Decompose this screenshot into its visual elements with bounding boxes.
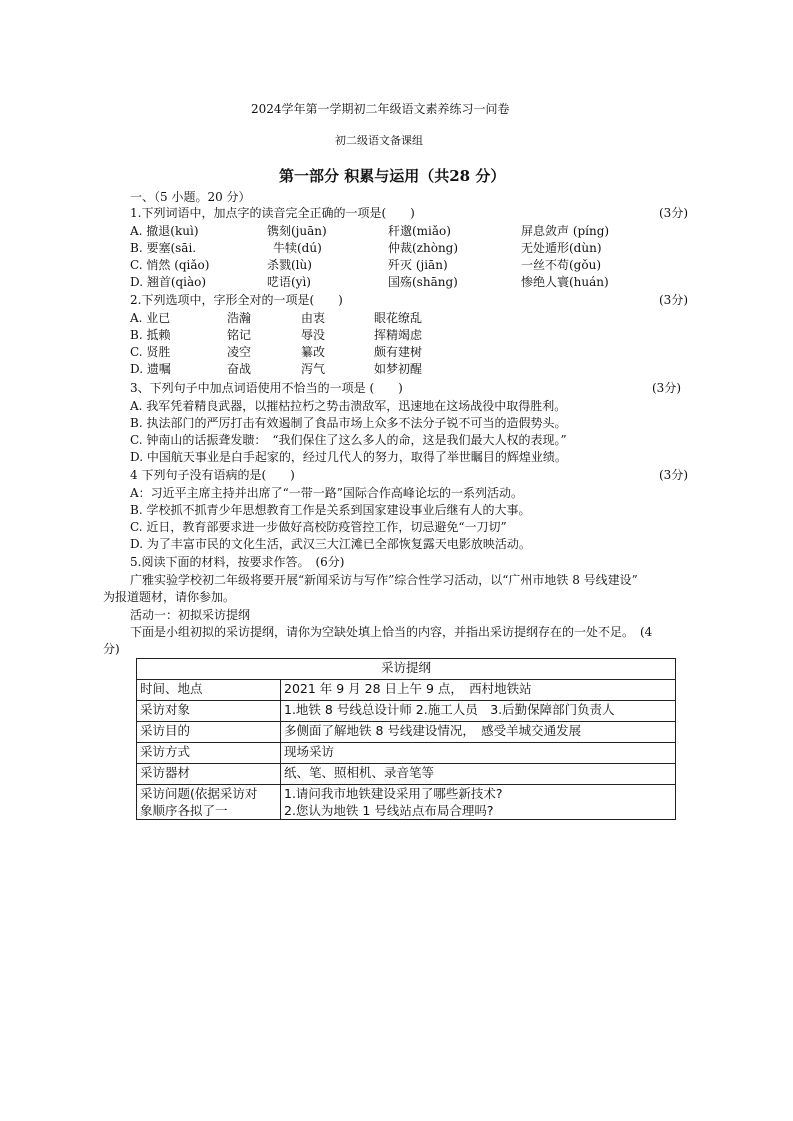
q4-option: C. 近日，教育部要求进一步做好高校防疫管控工作，切忌避免“一刀切” — [130, 520, 507, 534]
q2-option-cell: 泻气 — [301, 362, 326, 376]
row-label — [137, 785, 281, 820]
table-row — [137, 743, 676, 764]
question-line: 1.请问我市地铁建设采用了哪些新技术? — [284, 786, 503, 801]
q1-option-cell: 国殇(shāng) — [388, 275, 458, 289]
row-value: 1.地铁 8 号线总设计师 2.施工人员 3.后勤保障部门负责人 — [281, 701, 676, 722]
row-label: 采访器材 — [137, 764, 281, 785]
q4-option: D. 为了丰富市民的文化生活，武汉三大江滩已全部恢复露天电影放映活动。 — [130, 537, 531, 551]
q2-option-cell: 奋战 — [227, 362, 252, 376]
q1-option-cell: 无处遁形(dùn) — [521, 241, 602, 255]
q5-intro-line: 为报道题材，请你参加。 — [103, 590, 236, 604]
q2-option-cell: 眼花缭乱 — [374, 311, 423, 325]
row-value: 2021 年 9 月 28 日上午 9 点， 西村地铁站 — [281, 680, 676, 701]
q1-option-cell: 一丝不苟(gǒu) — [521, 258, 601, 272]
q3-option: D. 中国航天事业是白手起家的，经过几代人的努力，取得了举世瞩目的辉煌业绩。 — [130, 450, 567, 464]
q5-instruction-line: 下面是小组初拟的采访提纲，请你为空缺处填上恰当的内容，并指出采访提纲存在的一处不足。 (4 — [130, 625, 653, 639]
q1-score: (3分) — [659, 206, 688, 220]
q2-option-cell: B. 抵赖 — [130, 328, 171, 342]
q2-option-cell: 颇有建树 — [374, 345, 423, 359]
table-row-questions — [137, 785, 676, 820]
q1-option-cell: 仲裁(zhòng) — [388, 241, 459, 255]
table-row — [137, 722, 676, 743]
row-value: 纸、笔、照相机、录音笔等 — [281, 764, 676, 785]
q1-option-cell: C. 悄然 (qiǎo) — [130, 258, 210, 272]
q4-score: (3分) — [659, 468, 688, 482]
row-label: 采访方式 — [137, 743, 281, 764]
row-label-line: 采访问题(依据采访对 — [140, 786, 258, 801]
exam-subtitle: 初二级语文备课组 — [335, 134, 423, 147]
q1-option-cell: 牛犊(dú) — [273, 241, 322, 255]
q2-option-cell: C. 贤胜 — [130, 345, 171, 359]
row-value — [281, 785, 676, 820]
part-heading: 第一部分 积累与运用（共28 分） — [279, 167, 506, 185]
q1-option-cell: 呓语(yì) — [267, 275, 311, 289]
row-value: 现场采访 — [281, 743, 676, 764]
q2-option-cell: 凌空 — [227, 345, 252, 359]
table-header-row — [137, 659, 676, 680]
q1-option-cell: 惨绝人寰(huán) — [521, 275, 609, 289]
q5-activity-heading: 活动一：初拟采访提纲 — [130, 608, 251, 622]
section-heading: 一、（5 小题。20 分） — [130, 190, 251, 204]
q1-option-cell: 杀戮(lù) — [267, 258, 312, 272]
table-title: 采访提纲 — [137, 659, 676, 680]
interview-outline-table — [136, 658, 676, 820]
q3-option: C. 钟南山的话振聋发聩： “我们保住了这么多人的命，这是我们最大人权的表现。” — [130, 433, 567, 447]
q2-score: (3分) — [659, 293, 688, 307]
q3-score: (3分) — [652, 381, 681, 395]
q1-option-cell: B. 要塞(sāi. — [130, 241, 197, 255]
q2-option-cell: 如梦初醒 — [374, 362, 423, 376]
q2-option-cell: 浩瀚 — [227, 311, 252, 325]
q1-option-cell: 秆邈(miǎo) — [388, 224, 451, 238]
q2-option-cell: 挥精竭虑 — [374, 328, 423, 342]
table-row — [137, 764, 676, 785]
q2-stem: 2.下列选项中，字形全对的一项是( ) — [130, 293, 343, 307]
q1-option-cell: 镌刻(juān) — [267, 224, 327, 238]
q2-option-cell: 由衷 — [301, 311, 326, 325]
q2-option-cell: D. 遗嘱 — [130, 362, 171, 376]
row-label: 采访对象 — [137, 701, 281, 722]
q4-option: A：习近平主席主持并出席了“一带一路”国际合作高峰论坛的一系列活动。 — [130, 486, 523, 500]
q2-option-cell: A. 业已 — [130, 311, 171, 325]
q4-stem: 4 下列句子没有语病的是( ) — [130, 468, 295, 482]
q1-option-cell: A. 撤退(kuì) — [130, 224, 199, 238]
exam-title: 2024学年第一学期初二年级语文素养练习一问卷 — [251, 102, 510, 116]
row-label-line: 象顺序各拟了一 — [140, 803, 228, 818]
q5-stem: 5.阅读下面的材料，按要求作答。 (6分) — [130, 555, 345, 569]
question-line: 2.您认为地铁 1 号线站点布局合理吗? — [284, 803, 494, 818]
q3-option: A. 我军凭着精良武器，以摧枯拉朽之势击溃敌军，迅速地在这场战役中取得胜利。 — [130, 399, 567, 413]
q4-option: B. 学校抓不抓青少年思想教育工作是关系到国家建设事业后继有人的大事。 — [130, 503, 531, 517]
q1-option-cell: 屏息敛声 (píng) — [521, 224, 610, 238]
q5-instruction-line: 分) — [103, 642, 120, 656]
table-row — [137, 680, 676, 701]
q2-option-cell: 纂改 — [301, 345, 326, 359]
q3-stem: 3、下列句子中加点词语使用不恰当的一项是 ( ) — [130, 381, 403, 395]
q1-option-cell: D. 翘首(qiào) — [130, 275, 207, 289]
table-row — [137, 701, 676, 722]
q5-intro-line: 广雅实验学校初二年级将要开展“新闻采访与写作”综合性学习活动，以“广州市地铁 8 号线建设” — [130, 573, 638, 587]
q1-option-cell: 歼灭 (jiān) — [388, 258, 448, 272]
row-label: 时间、地点 — [137, 680, 281, 701]
q1-stem: 1.下列词语中，加点字的读音完全正确的一项是( ) — [130, 206, 415, 220]
q3-option: B. 执法部门的严厉打击有效遏制了食品市场上众多不法分子锐不可当的造假势头。 — [130, 416, 567, 430]
q2-option-cell: 铭记 — [227, 328, 252, 342]
row-value: 多侧面了解地铁 8 号线建设情况， 感受羊城交通发展 — [281, 722, 676, 743]
row-label: 采访目的 — [137, 722, 281, 743]
q2-option-cell: 辱没 — [301, 328, 326, 342]
